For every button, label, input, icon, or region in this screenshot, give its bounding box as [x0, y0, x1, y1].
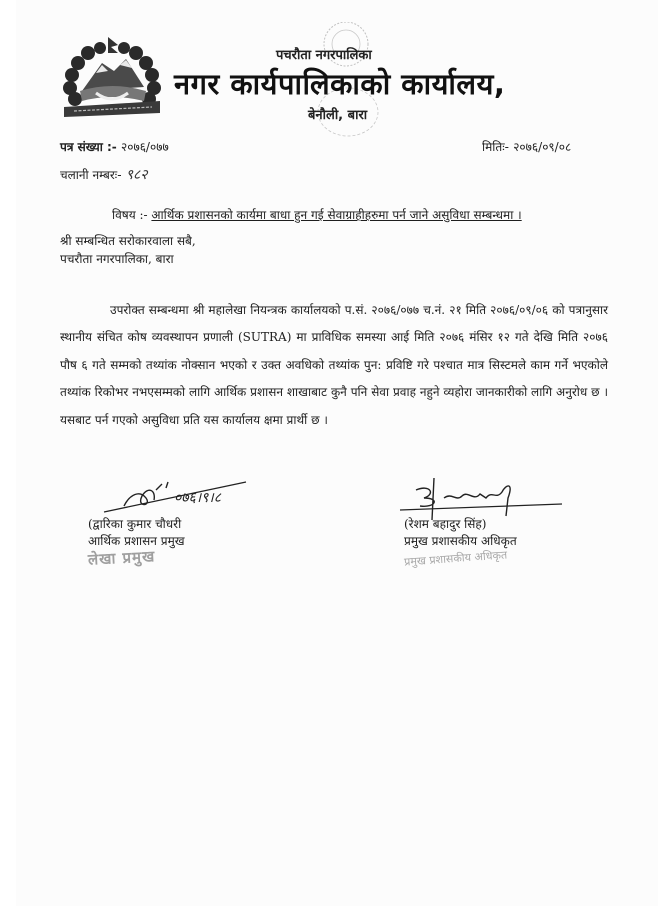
letter-number-value: २०७६/०७७ — [120, 140, 169, 154]
signatory-left-name: (द्वारिका कुमार चौधरी — [88, 517, 182, 531]
municipality-name: पचरौता नगरपालिका — [276, 48, 372, 63]
office-title: नगर कार्यपालिकाको कार्यालय, — [174, 67, 506, 101]
letter-number-label: पत्र संख्या :- — [60, 140, 117, 154]
dispatch-number — [60, 165, 148, 184]
signatory-left — [88, 516, 185, 568]
signatory-left-stamp: लेखा प्रमुख — [87, 547, 156, 569]
letter-body — [60, 297, 608, 434]
signatory-right-title: प्रमुख प्रशासकीय अधिकृत — [404, 534, 517, 548]
body-paragraph: उपरोक्त सम्बन्धमा श्री महालेखा नियन्त्रक कार्यालयको प.सं. २०७६/०७७ च.नं. २१ मिति २०७६/०९/०६ को पत्रानुसार स्थानीय संचित कोष व्यवस्थापन प्रणाली (SUTRA) मा प्राविधिक समस्या आई मिति २०७६ मंसिर १२ गते देखि मिति २०७६ पौष ६ गते सम्मको तथ्यांक नोक्सान भएको र उक्त अवधिको तथ्यांक पुन: प्रविष्टि गरे पश्चात मात्र सिस्टमले काम गर्ने भएकोले तथ्यांक रिकोभर नभएसम्मको लागि आर्थिक प्रशासन शाखाबाट कुनै पनि सेवा प्रवाह नहुने व्यहोरा जानकारीको लागि अनुरोध छ । यसबाट पर्न गएको असुविधा प्रति यस कार्यालय क्षमा प्रार्थी छ । — [60, 303, 608, 427]
date-value: २०७६/०९/०८ — [513, 140, 572, 154]
recipient-line-2: पचरौता नगरपालिका, बारा — [60, 252, 174, 266]
subject-text: आर्थिक प्रशासनको कार्यमा बाधा हुन गई सेवाग्राहीहरुमा पर्न जाने असुविधा सम्बन्धमा । — [151, 208, 522, 222]
recipient-line-1: श्री सम्बन्धित सरोकारवाला सबै, — [60, 234, 196, 248]
signatory-right-stamp: प्रमुख प्रशासकीय अधिकृत — [403, 548, 508, 569]
nepal-emblem-icon — [56, 35, 168, 123]
signatory-right — [404, 516, 517, 567]
signatory-left-title: आर्थिक प्रशासन प्रमुख — [88, 534, 185, 548]
dispatch-label: चलानी नम्बरः- — [60, 168, 122, 182]
date-label: मितिः- — [482, 140, 509, 154]
signature-left-date: ०७६।९।८ — [174, 490, 222, 506]
letter-date — [482, 138, 571, 155]
letter-number — [60, 138, 169, 155]
subject-line — [112, 206, 522, 223]
office-address: बेनौली, बारा — [308, 108, 368, 123]
signatory-right-name: (रेशम बहादुर सिंह) — [404, 517, 487, 531]
subject-label: विषय :- — [112, 208, 148, 222]
dispatch-value-handwritten: ९८२ — [125, 167, 148, 183]
signature-left — [96, 476, 256, 518]
